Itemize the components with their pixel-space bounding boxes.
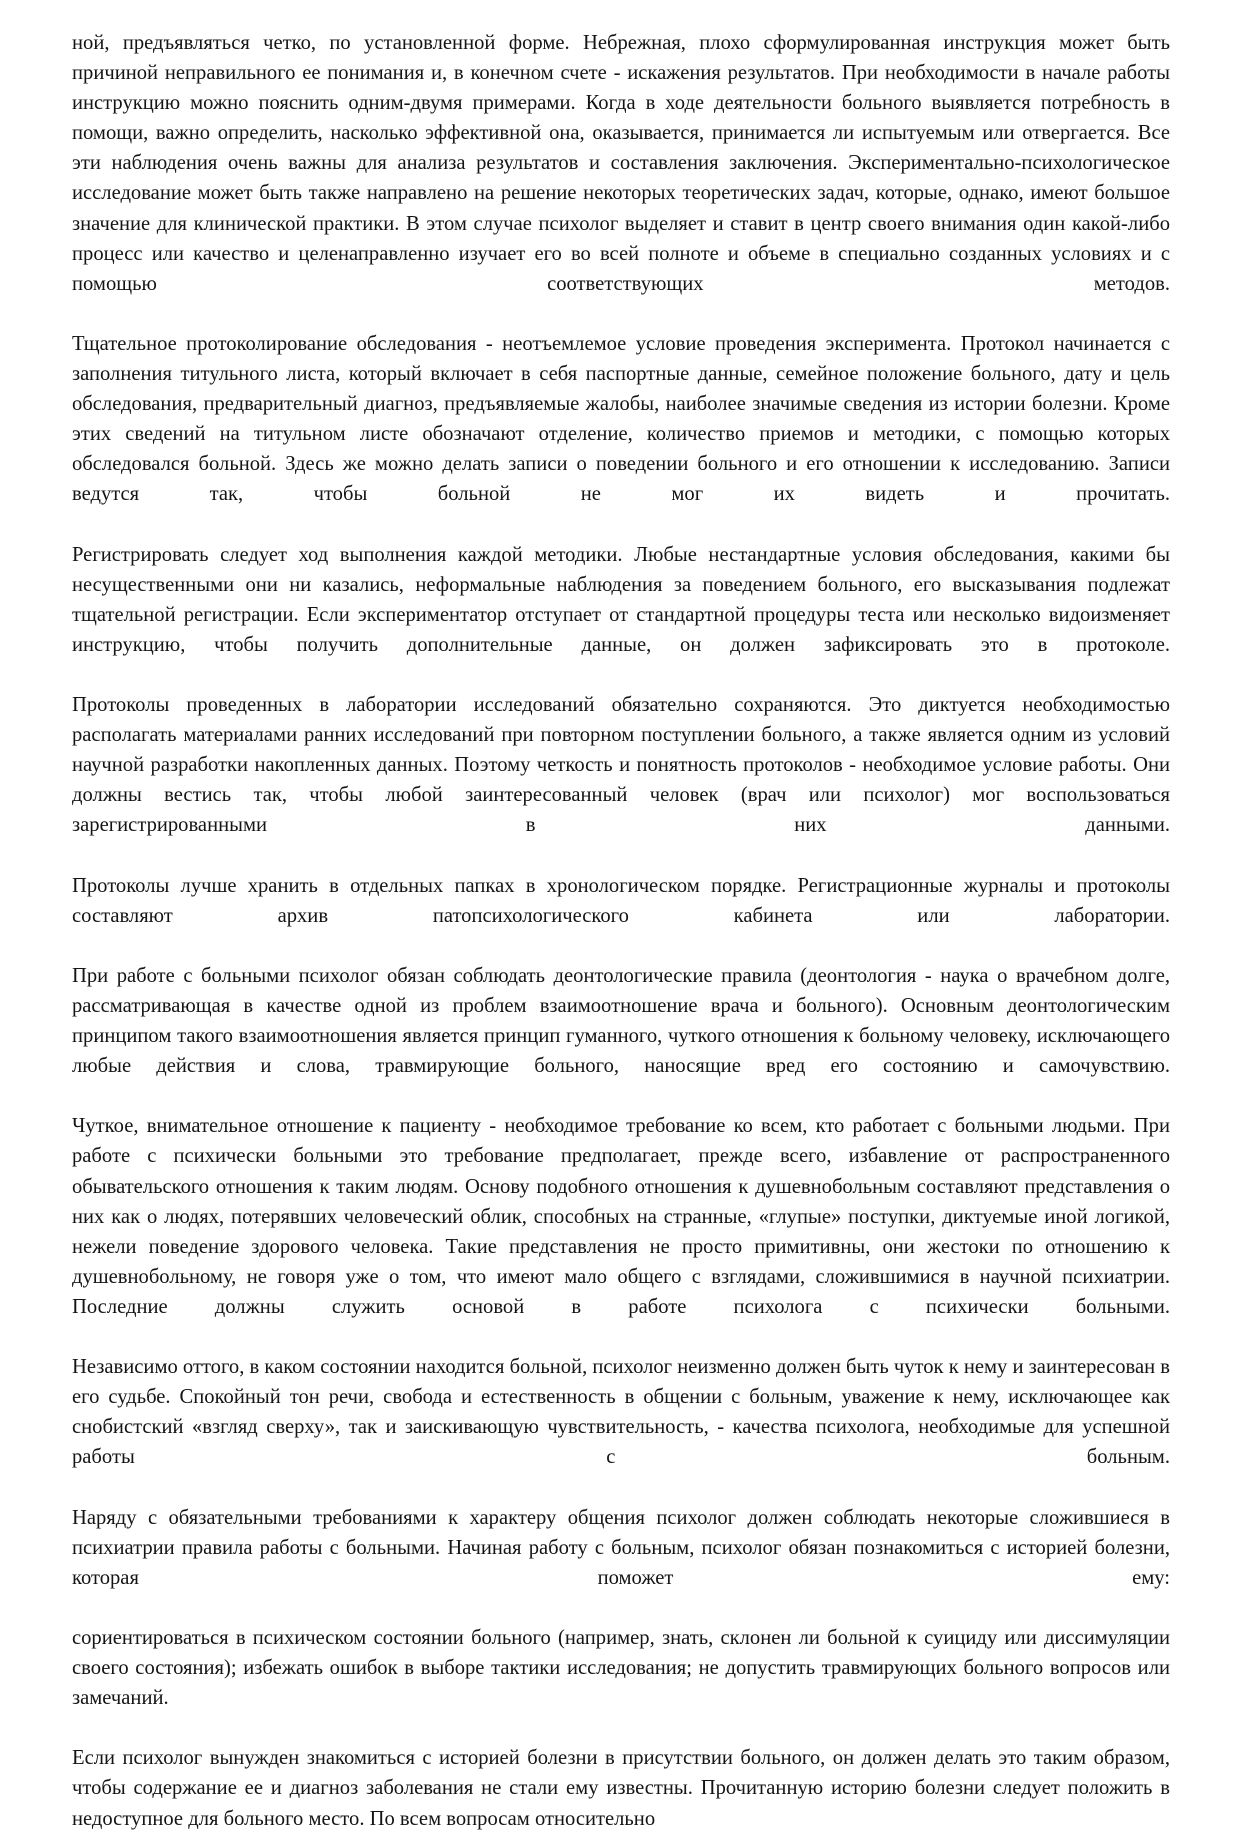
paragraph: Если психолог вынужден знакомиться с историей болезни в присутствии больного, он должен делать это таким образом, чтобы содержание ее и диагноз заболевания не стали ему известны. Прочитанную историю болезни следует положить в недоступное для больного место. По всем вопросам относительно	[72, 1747, 1170, 1830]
document-text-body	[72, 28, 1170, 1834]
paragraph: Наряду с обязательными требованиями к характеру общения психолог должен соблюдать некоторые сложившиеся в психиатрии правила работы с больными. Начиная работу с больным, психолог обязан познакомиться с историей болезни, которая поможет ему:	[72, 1506, 1170, 1589]
paragraph: Протоколы проведенных в лаборатории исследований обязательно сохраняются. Это диктуется необходимостью располагать материалами ранних исследований при повторном поступлении больного, а также является одним из условий научной разработки накопленных данных. Поэтому четкость и понятность протоколов - необходимое условие работы. Они должны вестись так, чтобы любой заинтересованный человек (врач или психолог) мог воспользоваться зарегистрированными в них данными.	[72, 694, 1170, 837]
paragraph: сориентироваться в психическом состоянии больного (например, знать, склонен ли больной к суициду или диссимуляции своего состояния); избежать ошибок в выборе тактики исследования; не допустить травмирующих больного вопросов или замечаний.	[72, 1626, 1170, 1710]
paragraph: Регистрировать следует ход выполнения каждой методики. Любые нестандартные условия обследования, какими бы несущественными они ни казались, неформальные наблюдения за поведением больного, его высказывания подлежат тщательной регистрации. Если экспериментатор отступает от стандартной процедуры теста или несколько видоизменяет инструкцию, чтобы получить дополнительные данные, он должен зафиксировать это в протоколе.	[72, 543, 1170, 656]
paragraph: При работе с больными психолог обязан соблюдать деонтологические правила (деонтология - наука о врачебном долге, рассматривающая в качестве одной из проблем взаимоотношение врача и больного). Основным деонтологическим принципом такого взаимоотношения является принцип гуманного, чуткого отношения к больному человеку, исключающего любые действия и слова, травмирующие больного, наносящие вред его состоянию и самочувствию.	[72, 964, 1170, 1078]
paragraph: Чуткое, внимательное отношение к пациенту - необходимое требование ко всем, кто работает с больными людьми. При работе с психически больными это требование предполагает, прежде всего, избавление от распространенного обывательского отношения к таким людям. Основу подобного отношения к душевнобольным составляют представления о них как о людях, потерявших человеческий облик, способных на странные, «глупые» поступки, диктуемые иной логикой, нежели поведение здорового человека. Такие представления не просто примитивны, они жестоки по отношению к душевнобольному, не говоря уже о том, что имеют мало общего с взглядами, сложившимися в научной психиатрии. Последние должны служить основой в работе психолога с психически больными.	[72, 1115, 1170, 1318]
paragraph: Тщательное протоколирование обследования - неотъемлемое условие проведения эксперимента. Протокол начинается с заполнения титульного листа, который включает в себя паспортные данные, семейное положение больного, дату и цель обследования, предварительный диагноз, предъявляемые жалобы, наиболее значимые сведения из истории болезни. Кроме этих сведений на титульном листе обозначают отделение, количество приемов и методики, с помощью которых обследовался больной. Здесь же можно делать записи о поведении больного и его отношении к исследованию. Записи ведутся так, чтобы больной не мог их видеть и прочитать.	[72, 332, 1170, 506]
paragraph: ной, предъявляться четко, по установленной форме. Небрежная, плохо сформулированная инструкция может быть причиной неправильного ее понимания и, в конечном счете - искажения результатов. При необходимости в начале работы инструкцию можно пояснить одним-двумя примерами. Когда в ходе деятельности больного выявляется потребность в помощи, важно определить, насколько эффективной она, оказывается, принимается ли испытуемым или отвергается. Все эти наблюдения очень важны для анализа результатов и составления заключения. Экспериментально-психологическое исследование может быть также направлено на решение некоторых теоретических задач, которые, однако, имеют большое значение для клинической практики. В этом случае психолог выделяет и ставит в центр своего внимания один какой-либо процесс или качество и целенаправленно изучает его во всей полноте и объеме в специально созданных условиях и с помощью соответствующих методов.	[72, 32, 1170, 295]
paragraph: Независимо оттого, в каком состоянии находится больной, психолог неизменно должен быть чуток к нему и заинтересован в его судьбе. Спокойный тон речи, свобода и естественность в общении с больным, уважение к нему, исключающее как снобистский «взгляд сверху», так и заискивающую чувствительность, - качества психолога, необходимые для успешной работы с больным.	[72, 1356, 1170, 1469]
paragraph: Протоколы лучше хранить в отдельных папках в хронологическом порядке. Регистрационные журналы и протоколы составляют архив патопсихологического кабинета или лаборатории.	[72, 874, 1170, 927]
